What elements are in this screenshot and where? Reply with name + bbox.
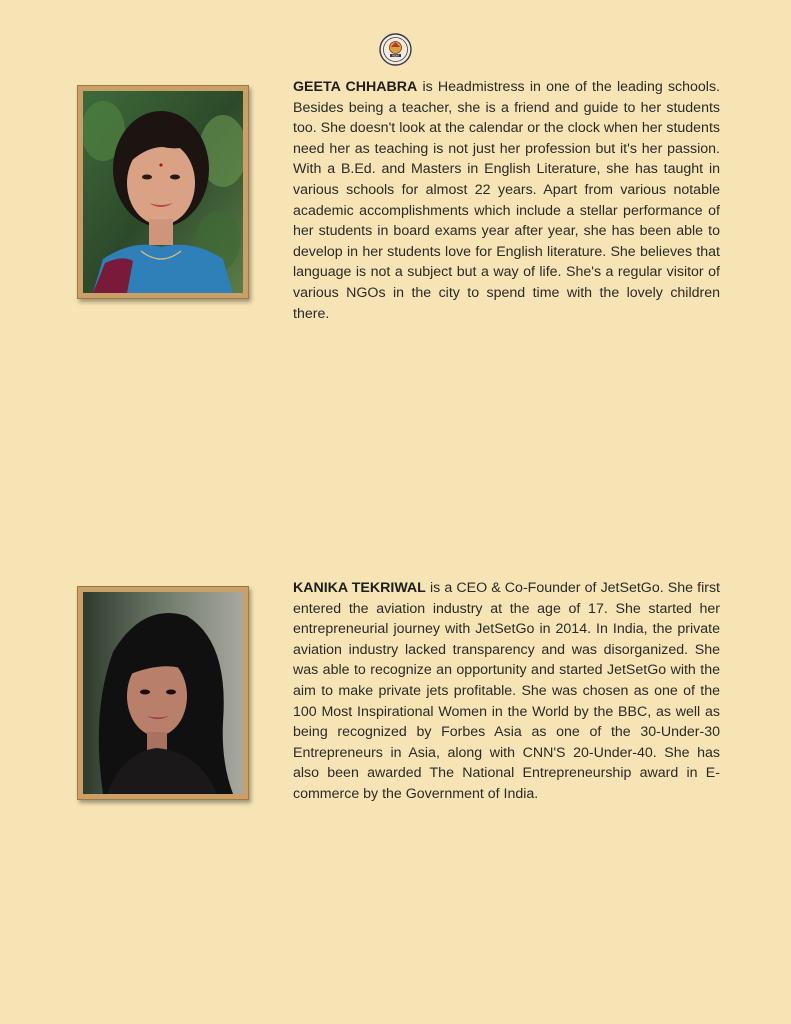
emblem-text: INDIA xyxy=(392,54,399,58)
profile-text-geeta: is Headmistress in one of the leading schools. Besides being a teacher, she is a friend and guide to her students too. She doesn't look at the calendar or the clock when her students need her as teaching is not just her profession but it's her passion. With a B.Ed. and Masters in English Literature, she has taught in various schools for almost 22 years. Apart from various notable academic accomplishments which include a stellar performance of her students in board exams year after year, she has been able to develop in her students love for English literature. She believes that language is not a subject but a way of life. She's a regular visitor of various NGOs in the city to spend time with the lovely children there. xyxy=(293,79,720,322)
profile-text-kanika: is a CEO & Co-Founder of JetSetGo. She first entered the aviation industry at the age of 17. She started her entrepreneurial journey with JetSetGo in 2014. In India, the private aviation industry lacked transparency and was disorganized. She was able to recognize an opportunity and started JetSetGo with the aim to make private jets profitable. She was chosen as one of the 100 Most Inspirational Women in the World by the BBC, as well as being recognized by Forbes Asia as one of the 30-Under-30 Entrepreneurs in Asia, along with CNN'S 20-Under-40. She has also been awarded The National Entrepreneurship award in E-commerce by the Government of India. xyxy=(293,580,721,802)
profile-name-geeta: GEETA CHHABRA xyxy=(293,79,418,95)
profile-photo-geeta xyxy=(77,85,249,299)
profile-bio-kanika xyxy=(293,578,720,805)
profile-bio-geeta xyxy=(293,77,720,324)
emblem-seal-icon xyxy=(379,33,412,66)
profile-photo-kanika xyxy=(77,586,249,800)
profile-name-kanika: KANIKA TEKRIWAL xyxy=(293,580,426,596)
